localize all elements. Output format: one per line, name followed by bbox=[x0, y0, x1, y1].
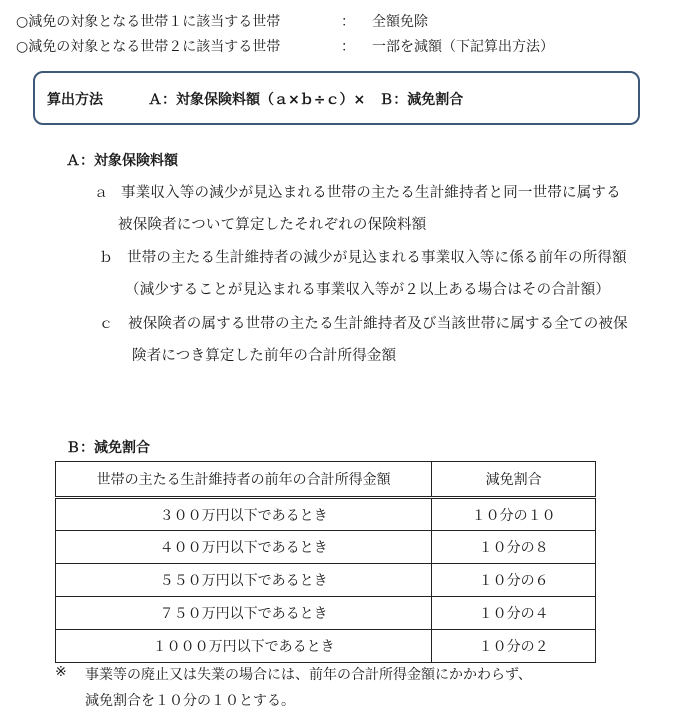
intro-line-2-separator: ： bbox=[341, 39, 355, 55]
table-row bbox=[56, 498, 596, 531]
note-line-2: 減免割合を１０分の１０とする。 bbox=[85, 693, 295, 709]
item-b-line-2: （減少することが見込まれる事業収入等が２以上ある場合はその合計額） bbox=[125, 282, 611, 298]
table-row bbox=[56, 630, 596, 663]
intro-line-1-separator: ： bbox=[341, 14, 355, 30]
item-a-line-1: 事業収入等の減少が見込まれる世帯の主たる生計維持者と同一世帯に属する bbox=[121, 185, 621, 201]
table-cell-income: １０００万円以下であるとき bbox=[56, 630, 432, 663]
table-header-row bbox=[56, 462, 596, 498]
reduction-rate-table bbox=[55, 461, 596, 663]
item-a-line-2: 被保険者について算定したそれぞれの保険料額 bbox=[118, 217, 427, 233]
table-row bbox=[56, 597, 596, 630]
intro-line-2 bbox=[16, 37, 656, 57]
table-cell-income: ３００万円以下であるとき bbox=[56, 498, 432, 531]
item-c-line-2: 険者につき算定した前年の合計所得金額 bbox=[132, 348, 397, 364]
intro-line-2-value: 一部を減額（下記算出方法） bbox=[372, 39, 554, 55]
item-c-letter: ｃ bbox=[99, 316, 113, 332]
table-cell-rate: １０分の６ bbox=[432, 564, 596, 597]
table-cell-rate: １０分の２ bbox=[432, 630, 596, 663]
table-row bbox=[56, 531, 596, 564]
formula-label: 算出方法 bbox=[47, 92, 103, 108]
intro-line-2-label: ○減免の対象となる世帯２に該当する世帯 bbox=[16, 39, 281, 55]
item-a-letter: ａ bbox=[94, 185, 108, 201]
item-b-line-1: 世帯の主たる生計維持者の減少が見込まれる事業収入等に係る前年の所得額 bbox=[127, 250, 627, 266]
table-header-income: 世帯の主たる生計維持者の前年の合計所得金額 bbox=[56, 462, 432, 498]
table-cell-rate: １０分の８ bbox=[432, 531, 596, 564]
intro-line-1-value: 全額免除 bbox=[372, 14, 428, 30]
section-b-heading: Ｂ：減免割合 bbox=[66, 440, 150, 456]
note-line-1: 事業等の廃止又は失業の場合には、前年の合計所得金額にかかわらず、 bbox=[85, 667, 532, 683]
item-b-letter: ｂ bbox=[99, 250, 113, 266]
table-cell-rate: １０分の４ bbox=[432, 597, 596, 630]
formula-expression: Ａ：対象保険料額（ａ×ｂ÷ｃ）× Ｂ：減免割合 bbox=[148, 92, 464, 108]
item-c-line-1: 被保険者の属する世帯の主たる生計維持者及び当該世帯に属する全ての被保 bbox=[128, 316, 628, 332]
table-cell-rate: １０分の１０ bbox=[432, 498, 596, 531]
table-cell-income: ４００万円以下であるとき bbox=[56, 531, 432, 564]
intro-line-1-label: ○減免の対象となる世帯１に該当する世帯 bbox=[16, 14, 281, 30]
table-cell-income: ５５０万円以下であるとき bbox=[56, 564, 432, 597]
table-header-rate: 減免割合 bbox=[432, 462, 596, 498]
section-a-heading: Ａ：対象保険料額 bbox=[66, 153, 178, 169]
table-row bbox=[56, 564, 596, 597]
table-cell-income: ７５０万円以下であるとき bbox=[56, 597, 432, 630]
intro-line-1 bbox=[16, 12, 656, 32]
note-mark: ※ bbox=[55, 664, 67, 680]
formula-box bbox=[33, 71, 640, 125]
